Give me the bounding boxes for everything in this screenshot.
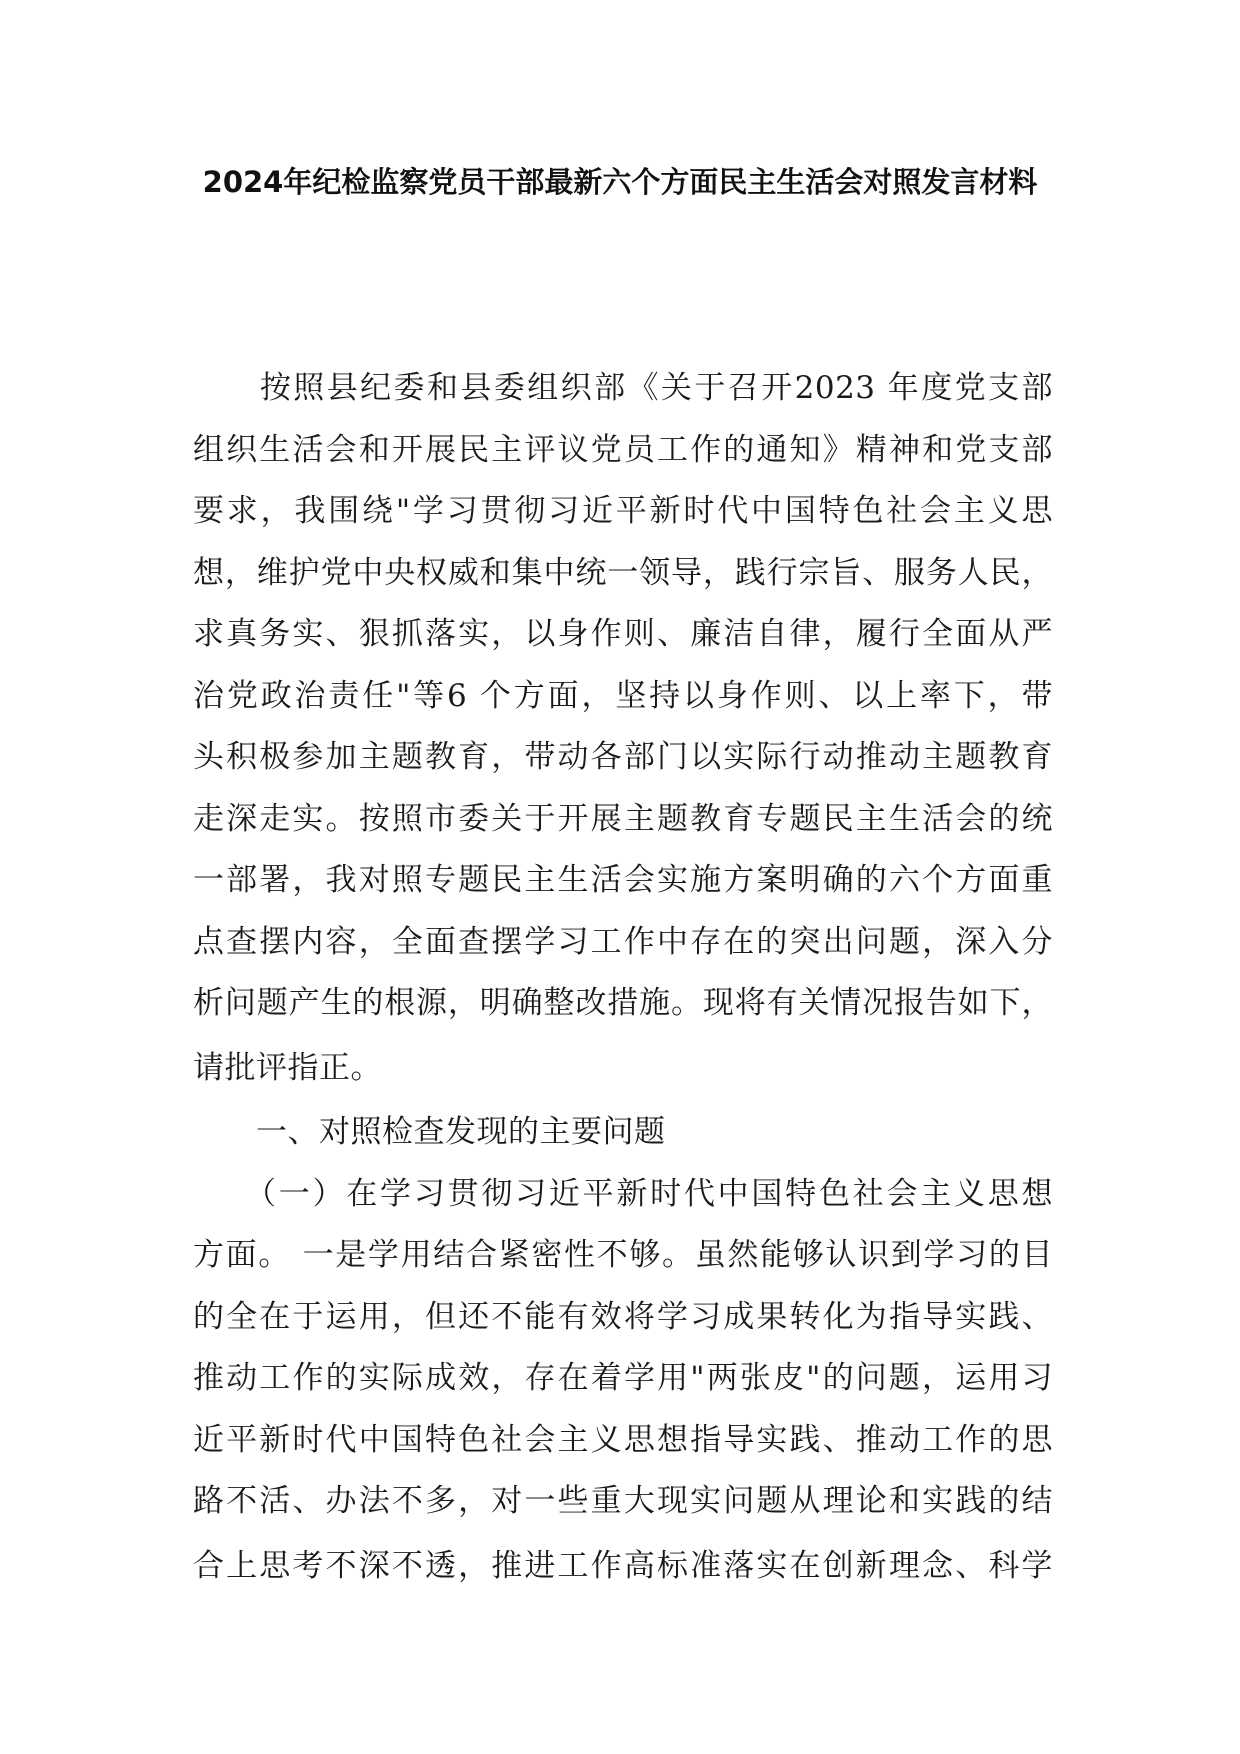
body-line: 近平新时代中国特色社会主义思想指导实践、推动工作的思: [193, 1421, 1053, 1458]
body-line: 组织生活会和开展民主评议党员工作的通知》精神和党支部: [193, 431, 1053, 468]
body-line: 方面。 一是学用结合紧密性不够。虽然能够认识到学习的目: [193, 1237, 1053, 1273]
document-title: 2024年纪检监察党员干部最新六个方面民主生活会对照发言材料: [202, 165, 1038, 199]
body-line: 析问题产生的根源，明确整改措施。现将有关情况报告如下，: [193, 985, 1053, 1021]
body-line: 走深走实。按照市委关于开展主题教育专题民主生活会的统: [193, 800, 1053, 837]
body-line: 按照县纪委和县委组织部《关于召开2023 年度党支部: [193, 370, 1053, 406]
subsection-heading-line: （一）在学习贯彻习近平新时代中国特色社会主义思想: [193, 1175, 1053, 1212]
document-body: [193, 358, 1053, 1597]
body-line: 治党政治责任"等6 个方面，坚持以身作则、以上率下，带: [193, 677, 1053, 714]
body-line: 求真务实、狠抓落实，以身作则、廉洁自律，履行全面从严: [193, 616, 1053, 652]
body-line: 一部署，我对照专题民主生活会实施方案明确的六个方面重: [193, 862, 1053, 898]
body-line: 路不活、办法不多，对一些重大现实问题从理论和实践的结: [193, 1483, 1053, 1519]
body-line: 合上思考不深不透，推进工作高标准落实在创新理念、科学: [193, 1547, 1053, 1584]
body-line: 想，维护党中央权威和集中统一领导，践行宗旨、服务人民，: [193, 554, 1053, 591]
body-line: 推动工作的实际成效，存在着学用"两张皮"的问题，运用习: [193, 1360, 1053, 1396]
body-line: 的全在于运用，但还不能有效将学习成果转化为指导实践、: [193, 1298, 1053, 1335]
body-line: 请批评指正。: [193, 1049, 382, 1086]
body-line: 头积极参加主题教育，带动各部门以实际行动推动主题教育: [193, 739, 1053, 775]
body-line: 点查摆内容，全面查摆学习工作中存在的突出问题，深入分: [193, 923, 1053, 960]
section-heading: 一、对照检查发现的主要问题: [193, 1114, 666, 1150]
body-line: 要求，我围绕"学习贯彻习近平新时代中国特色社会主义思: [193, 493, 1053, 529]
